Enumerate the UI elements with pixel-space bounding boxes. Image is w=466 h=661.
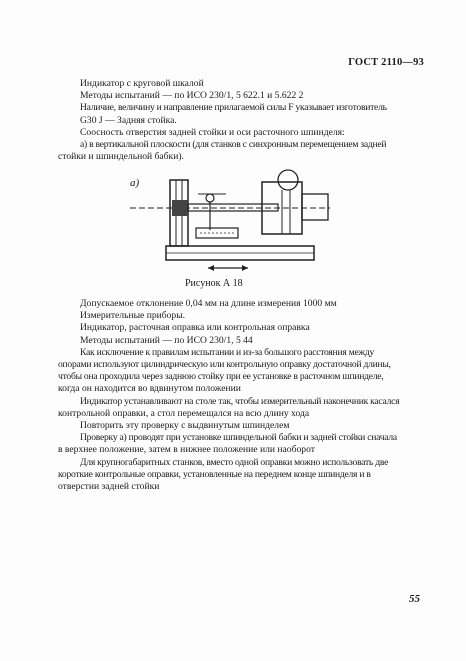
text-line: G30 J — Задняя стойка.	[80, 114, 177, 126]
text-line: короткие контрольные оправки, установленные на переднем конце шпинделя и в	[58, 468, 371, 480]
text-line: Наличие, величину и направление прилагаемой силы F указывает изготовитель	[80, 102, 387, 114]
document-code: ГОСТ 2110—93	[348, 57, 424, 68]
text-line: Методы испытаний — по ИСО 230/1, 5 622.1 и 5.622 2	[80, 90, 304, 102]
figure-caption: Рисунок А 18	[185, 278, 243, 289]
text-line: чтобы она проходила через заднюю стойку при ее установке в расточном шпинделе,	[58, 371, 384, 383]
panel-label: а)	[130, 177, 140, 189]
arrow-head-left	[208, 265, 214, 271]
section-intro	[58, 78, 414, 163]
text-line: в верхнее положение, затем в нижнее положение или наоборот	[58, 444, 315, 456]
text-line: опорами используют цилиндрическую или контрольную оправку достаточной длины,	[58, 359, 391, 371]
text-line: Соосность отверстия задней стойки и оси расточного шпинделя:	[80, 126, 345, 138]
indicator-dial	[206, 194, 214, 202]
text-line: отверстии задней стойки	[58, 481, 160, 493]
text-line: Методы испытаний — по ИСО 230/1, 5 44	[80, 334, 253, 346]
text-line: а) в вертикальной плоскости (для станков с синхронным перемещением задней	[80, 139, 387, 151]
section-requirements	[58, 298, 414, 493]
text-line: Проверку а) проводят при установке шпиндельной бабки и задней стойки сначала	[80, 432, 397, 444]
spindle-housing	[302, 194, 328, 220]
text-line: Индикатор, расточная оправка или контрольная оправка	[80, 322, 310, 334]
text-line: стойки и шпиндельной бабки).	[58, 151, 184, 163]
page-number: 55	[409, 593, 420, 605]
rear-stand-bore	[172, 200, 188, 216]
spindle-motor	[278, 170, 298, 190]
text-line: Индикатор с круговой шкалой	[80, 78, 204, 89]
text-line: Допускаемое отклонение 0,04 мм на длине измерения 1000 мм	[80, 298, 337, 309]
arrow-head-right	[242, 265, 248, 271]
text-line: Индикатор устанавливают на столе так, чтобы измерительный наконечник касался	[80, 395, 400, 407]
text-line: Измерительные приборы.	[80, 310, 186, 322]
text-line: Как исключение к правилам испытании и из-за большого расстояния между	[80, 346, 375, 358]
text-line: контрольной оправки, а стол перемещался на всю длину хода	[58, 407, 310, 419]
machine-drawing	[130, 160, 330, 280]
text-line: Повторить эту проверку с выдвинутым шпинделем	[80, 420, 290, 432]
text-line: Для крупногабаритных станков, вместо одной оправки можно использовать две	[80, 456, 389, 468]
text-line: когда он находится во вдвинутом положении	[58, 383, 241, 395]
